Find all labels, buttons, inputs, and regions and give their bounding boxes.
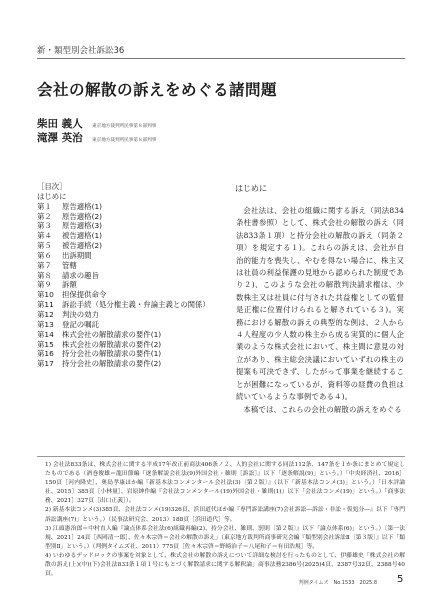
footnote: 1) 会社法833条は、株式会社に関する平成17年改正前商法406条ノ２、人的会社に関する同法112条、147条を１か条にまとめて規定したものである（酒巻俊雄＝龍田節編『逐条解説会社法(9)外国会社・雑則［訴訟］』以下「逐条解説(9)」という。）「中央経済社、2016］150頁［河内隆史］、奥島孝康ほか編『新基本法コンメンタール会社法(3)〔第２版〕』（以下「新基本法コンメ(3)」という。）「日本評論社、2015］385頁［小林量］、岩原紳作編『会社法コンメンタール(19)外国会社・雑則(1)』以下「会社法コンメ(19)」という。）「商事法務、2021］327頁［出口正義］）。 (45, 462, 405, 505)
toc-heading: ［目次］ (37, 182, 67, 191)
page-number: 5 (397, 574, 404, 585)
toc-item (37, 241, 187, 251)
toc-item-label: 訴訟手続（処分権主義・弁論主義との関係） (62, 300, 210, 310)
toc-item-label: 株式会社の解散請求の要件(1) (62, 329, 162, 339)
body-paragraph: 会社法は、会社の組織に関する訴え（同法834条柱書参照）として、株式会社の解散の訴え（同法833条１項）と持分会社の解散の訴え（同条２項）を規定する１)。これらの訴えは、会社が自治的能力を喪失し、やむを得ない場合に、株主又は社員の利益保護の見地から認められた制度であり２)、このような会社の解散判決請求権は、少数株主又は社員に付与された共益権としての監督是正権に位置付けられると解されている３)。実務における解散の訴えの典型的な例は、２人から４人程度の少人数の株主から成る実質的に個人企業のような株式会社において、株主間に意見の対立があり、株主総会決議においていずれの株主の提案も可決できず、したがって事業を継続することが困難になっているが、資料等の経費の負担は続いているような事例である４)。 (236, 206, 404, 402)
toc-item-label: 登記の嘱託 (62, 319, 99, 329)
footnote: 2) 新基本法コンメ(3)385頁、会社法コンメ(19)326頁、浜田道代ほか編『専門訴訟講座(7)会社訴訟―訴訟・非訟・仮処分―』以下「専門訴訟講座(7)」という。）（民事法研究会、2013）188頁［浜田道代］等。 (45, 507, 405, 523)
toc-item-label: 原告適格(1) (62, 201, 103, 211)
toc-item (37, 300, 210, 310)
toc-item-label: 持分会社の解散請求の要件(2) (62, 359, 162, 369)
toc-item (37, 320, 187, 330)
toc-item-number: 第10 (37, 290, 54, 300)
toc-item-label: 請求の趣旨 (62, 270, 99, 280)
toc-item-number: 第７ (37, 260, 52, 270)
toc-item-number: 第３ (37, 221, 52, 231)
toc-item-label: 原告適格(2) (62, 211, 103, 221)
author-name: 柴田 義人 (37, 118, 83, 130)
header-rule (37, 58, 405, 59)
toc-item-label: 担保提供命令 (62, 290, 107, 300)
toc-item-number: 第17 (37, 359, 54, 369)
toc-item (37, 330, 187, 340)
author-affiliation: 東京地方裁判所民事第８部判事 (92, 138, 157, 143)
toc-item (37, 261, 187, 271)
toc-item-number: 第４ (37, 231, 52, 241)
toc-item-number: 第６ (37, 250, 52, 260)
toc-list (37, 191, 210, 369)
toc-item (37, 359, 187, 369)
toc-item-number: 第16 (37, 349, 54, 359)
toc-item-label: 被告適格(2) (62, 241, 103, 251)
toc-item-number: 第14 (37, 329, 54, 339)
body-paragraph: 本稿では、これらの会社の解散の訴えをめぐる (243, 404, 402, 414)
toc-item (37, 340, 187, 350)
author-name: 滝澤 英治 (37, 132, 83, 144)
body-text (236, 205, 404, 428)
toc-item-label: 持分会社の解散請求の要件(1) (62, 349, 162, 359)
author-2 (37, 130, 156, 144)
toc-item-number: 第13 (37, 319, 54, 329)
toc-item-number: 第２ (37, 211, 52, 221)
toc-item (37, 280, 187, 290)
toc-item-number: 第12 (37, 309, 54, 319)
toc-item (37, 221, 187, 231)
footnote: 4) いわゆるデッドロックの事案を対象として、株式会社の解散の訴えについて詳細な検討を行ったものとして、伊藤雄史「株式会社の解散の訴え(上)(中)(下)会社法833条１項１号にもとづく解散請求に関する解釈論」商事法務2386号(2025)4頁、2387号32頁、2388号40頁。 (45, 552, 405, 578)
article-title: 会社の解散の訴えをめぐる諸問題 (37, 80, 278, 99)
author-affiliation: 東京地方裁判所民事第８部判事 (92, 124, 157, 129)
toc-item-label: 出訴期間 (62, 250, 92, 260)
toc-item-label: 原告適格(3) (62, 221, 103, 231)
author-1 (37, 116, 156, 130)
toc-item-label: 株式会社の解散請求の要件(2) (62, 339, 162, 349)
toc-item (37, 290, 187, 300)
toc-item-number: 第５ (37, 241, 52, 251)
journal-footer: 判例タイムズ No.1533 2025.8 (298, 580, 377, 586)
toc-item-label: 管轄 (62, 260, 77, 270)
toc-item-label: 訴額 (62, 280, 77, 290)
footnote-rule (37, 456, 405, 457)
footnotes (37, 461, 405, 578)
toc-item-number: 第９ (37, 280, 52, 290)
toc-item (37, 212, 187, 222)
table-of-contents (37, 182, 210, 369)
toc-item (37, 271, 187, 281)
toc-item (37, 251, 187, 261)
toc-item (37, 202, 187, 212)
toc-item-number: 第１ (37, 201, 52, 211)
toc-item (37, 192, 187, 202)
section-heading: はじめに (235, 184, 267, 193)
toc-item-label: 判決の効力 (62, 309, 99, 319)
toc-item (37, 231, 187, 241)
toc-item-number: 第11 (37, 300, 54, 310)
toc-item-label: はじめに (37, 191, 67, 201)
footnote: 3) 江頭憲治郎＝中村直人編『論点体系会社法(6)組織再編(2)、持分会社、雑則、罰則〔第２版〕』以下「論点体系(6)」という。）〔第一法規、2021］24頁［西岡清一郎］、佐々木宗啓＝会社の解散の訴え」（東京地方裁判所商事研究会編『類型別会社訴訟Ⅱ〔第３版〕』以下「類型別Ⅱ」という。）（判例タイムズ社、2011）775頁［佐々木宗啓＝野崎治子＝八尾和子＝有田浩規］等。 (45, 525, 405, 550)
toc-item-number: 第８ (37, 270, 52, 280)
series-label: 新・類型別会社訴訟36 (37, 46, 125, 56)
toc-item-label: 被告適格(1) (62, 231, 103, 241)
toc-item (37, 310, 187, 320)
toc-item (37, 349, 187, 359)
toc-item-number: 第15 (37, 339, 54, 349)
